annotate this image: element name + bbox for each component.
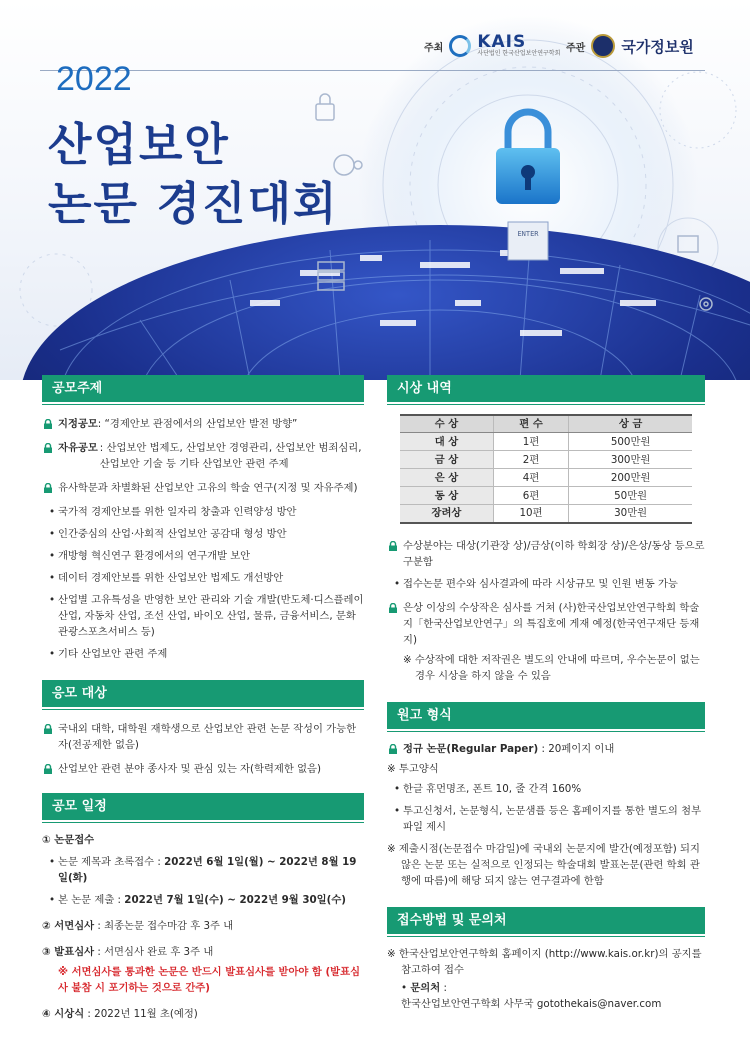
host-label: 주최 — [424, 42, 444, 54]
lock-icon — [43, 764, 53, 774]
awards-section — [387, 375, 705, 684]
free-text: : 산업보안 법제도, 산업보안 경영관리, 산업보안 범죄심리, 산업보안 기술 등 기타 산업보안 관련 주제 — [99, 442, 362, 470]
page-title-line2: 논문 경진대회 — [48, 177, 339, 230]
list-item: • 데이터 경제안보를 위한 산업보안 법제도 개선방안 — [49, 572, 284, 584]
kais-name: KAIS — [477, 32, 527, 52]
list-item: • 국가적 경제안보를 위한 일자리 창출과 인력양성 방안 — [49, 506, 297, 518]
lock-icon — [388, 744, 398, 754]
list-item: • 본 논문 제출 : 2022년 7월 1일(수) ~ 2022년 9월 30일(수) — [49, 894, 346, 906]
host-organizer — [424, 34, 560, 58]
lock-icon — [388, 541, 398, 551]
schedule-step4: ④ 시상식 : 2022년 11월 초(예정) — [42, 1008, 198, 1020]
awards-table — [400, 414, 692, 524]
style-title: ※ 투고양식 — [387, 762, 439, 775]
nis-name: 국가정보원 — [621, 37, 694, 56]
awards-note2-sub: ※ 수상작에 대한 저작권은 별도의 안내에 따르며, 우수논문이 없는 경우 시상을 하지 않을 수 있음 — [403, 653, 700, 682]
list-item: • 논문 제목과 초록접수 : 2022년 6월 1일(월) ~ 2022년 8월 19일(화) — [49, 856, 357, 884]
table-row: 동 상 6편 50만원 — [400, 487, 692, 505]
contact-section — [387, 907, 705, 1012]
schedule-step3: ③ 발표심사 : 서면심사 완료 후 3주 내 — [42, 946, 214, 958]
list-item: • 산업별 고유특성을 반영한 보안 관리와 기술 개발(반도체·디스플레이 산업, 자동차 산업, 조선 산업, 바이오 산업, 물류, 금융서비스, 문화관광스포츠서비스 등) — [49, 594, 364, 638]
contact-inquiry: • 문의처 : — [401, 981, 447, 994]
page-title-line1: 산업보안 — [48, 118, 230, 171]
table-row: 은 상 4편 200만원 — [400, 469, 692, 487]
nis-emblem-icon — [591, 34, 615, 58]
list-item: • 접수논문 편수와 심사결과에 따라 시상규모 및 인원 변동 가능 — [394, 577, 678, 590]
list-item: • 개방형 혁신연구 환경에서의 연구개발 보안 — [49, 550, 251, 562]
event-year: 2022 — [56, 60, 132, 98]
topic-section — [42, 375, 364, 662]
header-rule — [40, 70, 705, 71]
list-item: 산업보안 관련 분야 종사자 및 관심 있는 자(학력제한 없음) — [42, 761, 364, 777]
list-item: 국내외 대학, 대학원 재학생으로 산업보안 관련 논문 작성이 가능한 자(전공제한 없음) — [42, 721, 364, 753]
related-text: 유사학문과 차별화된 산업보안 고유의 학술 연구(지정 및 자유주제) — [58, 482, 358, 494]
free-label: 자유공모 — [58, 442, 98, 454]
awards-heading: 시상 내역 — [387, 375, 705, 402]
lock-icon — [43, 724, 53, 734]
list-item: • 투고신청서, 논문형식, 논문샘플 등은 홈페이지를 통한 별도의 첨부파일 제시 — [394, 804, 702, 833]
topic-heading: 공모주제 — [42, 375, 364, 402]
format-notice: ※ 제출시점(논문접수 마감일)에 국내외 논문지에 발간(예정포함) 되지 않은 논문 또는 실적으로 인정되는 학술대회 발표논문(관련 학회 관행에 따름)에 해당 되지 않는 연구결과에 한함 — [387, 842, 700, 887]
list-item: • 인간중심의 산업·사회적 산업보안 공감대 형성 방안 — [49, 528, 287, 540]
lock-icon — [388, 603, 398, 613]
lock-icon — [43, 483, 53, 493]
lock-icon — [43, 443, 53, 453]
schedule-step1: ① 논문접수 — [42, 834, 95, 846]
schedule-warning: ※ 서면심사를 통과한 논문은 반드시 발표심사를 받아야 함 (발표심사 불참 시 포기하는 것으로 간주) — [58, 966, 361, 994]
format-heading: 원고 형식 — [387, 702, 705, 729]
left-column — [42, 375, 364, 1022]
kais-logo-text — [477, 34, 560, 58]
column-header: 수 상 — [400, 415, 493, 433]
related-topic — [42, 480, 364, 496]
contact-email[interactable]: 한국산업보안연구학회 사무국 gotothekais@naver.com — [401, 997, 662, 1010]
free-topic — [42, 440, 364, 472]
table-row: 장려상 10편 30만원 — [400, 505, 692, 523]
kais-subtitle: 사단법인 한국산업보안연구학회 — [477, 50, 561, 57]
kais-logo-icon — [449, 35, 471, 57]
main-label: 주관 — [566, 42, 586, 54]
table-row: 대 상 1편 500만원 — [400, 433, 692, 451]
schedule-section — [42, 793, 364, 1022]
regular-paper: 정규 논문(Regular Paper) : 20페이지 이내 — [387, 741, 705, 757]
designated-text: : “경제안보 관점에서의 산업보안 발전 방향” — [97, 418, 298, 430]
enter-key-label: ENTER — [517, 230, 539, 238]
lock-icon — [43, 419, 53, 429]
hero-banner — [0, 0, 750, 380]
list-item: • 한글 휴먼명조, 폰트 10, 줄 간격 160% — [394, 782, 582, 795]
format-section — [387, 702, 705, 889]
right-column — [387, 375, 705, 1012]
schedule-step2: ② 서면심사 : 최종논문 접수마감 후 3주 내 — [42, 920, 234, 932]
awards-note1: 수상분야는 대상(기관장 상)/금상(이하 학회장 상)/은상/동상 등으로 구분함 — [387, 538, 705, 570]
designated-label: 지정공모 — [58, 418, 98, 430]
main-organizer — [566, 34, 694, 58]
contact-heading: 접수방법 및 문의처 — [387, 907, 705, 934]
awards-note2: 은상 이상의 수상작은 심사를 거쳐 (사)한국산업보안연구학회 학술지「한국산업보안연구」의 특집호에 게재 예정(한국연구재단 등재지) — [387, 600, 705, 648]
list-item: • 기타 산업보안 관련 주제 — [49, 648, 168, 660]
table-row: 금 상 2편 300만원 — [400, 451, 692, 469]
schedule-heading: 공모 일정 — [42, 793, 364, 820]
eligibility-heading: 응모 대상 — [42, 680, 364, 707]
contact-method: ※ 한국산업보안연구학회 홈페이지 (http://www.kais.or.kr)의 공지를 참고하여 접수 — [387, 947, 702, 976]
column-header: 상 금 — [569, 415, 692, 433]
eligibility-section — [42, 680, 364, 777]
designated-topic — [42, 416, 364, 432]
column-header: 편 수 — [493, 415, 568, 433]
